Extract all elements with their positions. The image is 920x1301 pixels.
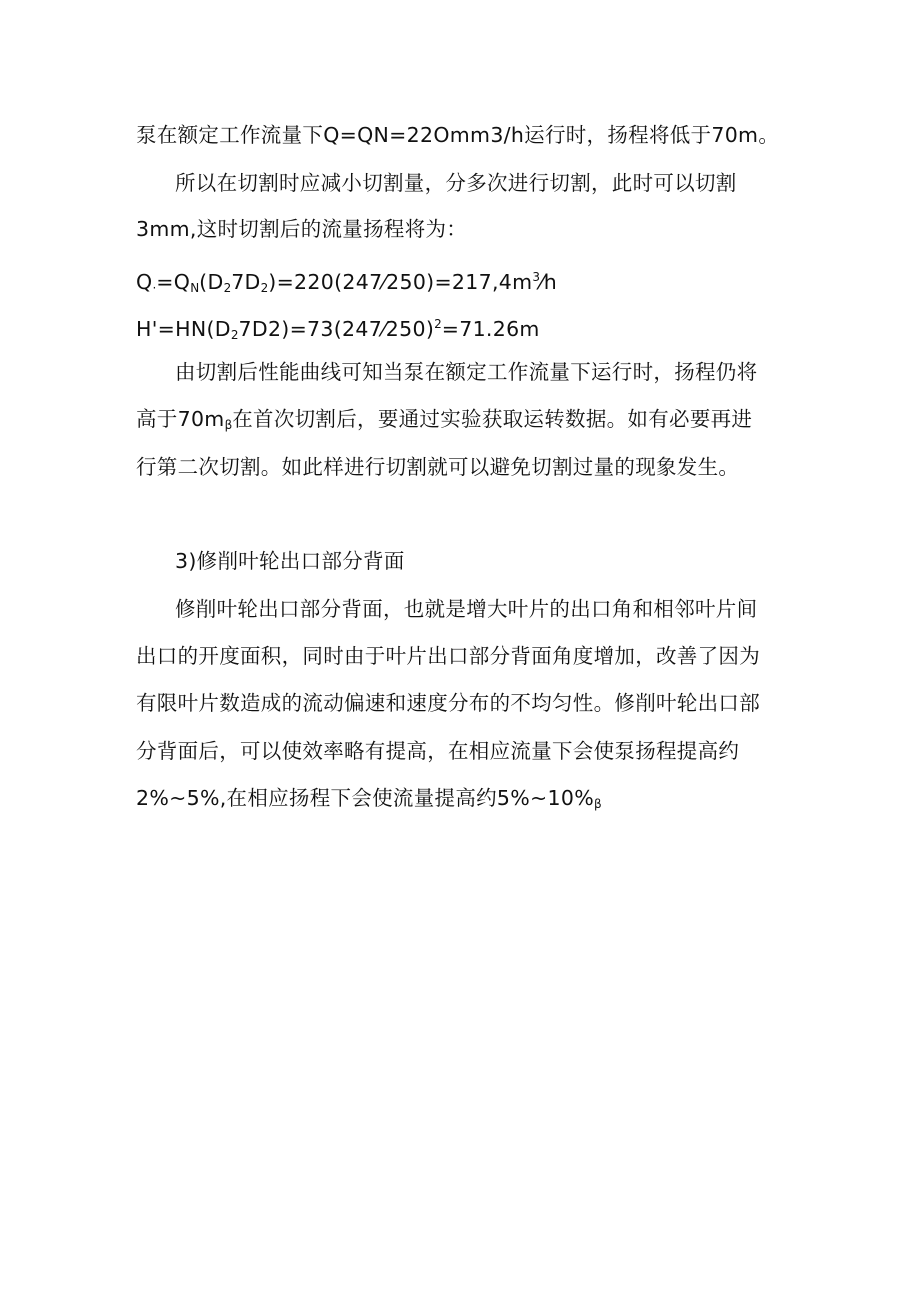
section3-line4: 分背面后，可以使效率略有提高，在相应流量下会使泵扬程提高约 bbox=[136, 739, 740, 763]
section3-line3: 有限叶片数造成的流动偏速和速度分布的不均匀性。修削叶轮出口部 bbox=[136, 691, 760, 715]
para2-line2 bbox=[136, 405, 752, 439]
formula-flow-part: (D bbox=[199, 270, 224, 294]
formula-flow-mark: · bbox=[152, 281, 157, 295]
formula-head-part: 7D2)=73(247⁄250) bbox=[238, 317, 435, 341]
para1-line3: 3mm,这时切割后的流量扬程将为： bbox=[136, 217, 468, 241]
formula-flow-subscript: 2 bbox=[223, 281, 232, 295]
section3-line1: 修削叶轮出口部分背面，也就是增大叶片的出口角和相邻叶片间 bbox=[175, 597, 758, 621]
para1-line1: 泵在额定工作流量下Q=QN=22Omm3/h运行时，扬程将低于70m。 bbox=[136, 123, 780, 147]
section3-line2: 出口的开度面积，同时由于叶片出口部分背面角度增加，改善了因为 bbox=[136, 644, 760, 668]
formula-flow-subscript: N bbox=[190, 281, 200, 295]
formula-flow-part: )=220(247⁄250)=217,4m bbox=[268, 270, 533, 294]
formula-flow-subscript: 2 bbox=[260, 281, 269, 295]
section3-heading: 3)修削叶轮出口部分背面 bbox=[175, 549, 405, 573]
formula-head-part: H'=HN(D bbox=[136, 317, 231, 341]
section3-line5 bbox=[136, 784, 602, 818]
formula-head bbox=[136, 310, 540, 349]
formula-flow-part: 7D bbox=[231, 270, 261, 294]
para2-line1: 由切割后性能曲线可知当泵在额定工作流量下运行时，扬程仍将 bbox=[175, 360, 758, 384]
section3-line5-part: 2%~5%,在相应扬程下会使流量提高约5%~10% bbox=[136, 786, 594, 810]
formula-head-part: =71.26m bbox=[441, 317, 540, 341]
para2-line3: 行第二次切割。如此样进行切割就可以避免切割过量的现象发生。 bbox=[136, 455, 740, 479]
formula-head-subscript: 2 bbox=[230, 328, 239, 342]
section3-line5-subscript: β bbox=[594, 797, 602, 811]
formula-head-superscript: 2 bbox=[434, 317, 442, 331]
formula-flow-part: Q bbox=[136, 270, 153, 294]
para2-line2-subscript: β bbox=[224, 418, 233, 432]
formula-flow-superscript: 3 bbox=[532, 270, 541, 284]
formula-flow-part: =Q bbox=[156, 270, 191, 294]
para1-line2: 所以在切割时应减小切割量，分多次进行切割，此时可以切割 bbox=[175, 171, 737, 195]
formula-flow-part: ⁄h bbox=[540, 270, 558, 294]
para2-line2-part: 高于70m bbox=[136, 407, 225, 431]
para2-line2-part: 在首次切割后，要通过实验获取运转数据。如有必要再进 bbox=[232, 407, 753, 431]
formula-flow bbox=[136, 263, 557, 302]
